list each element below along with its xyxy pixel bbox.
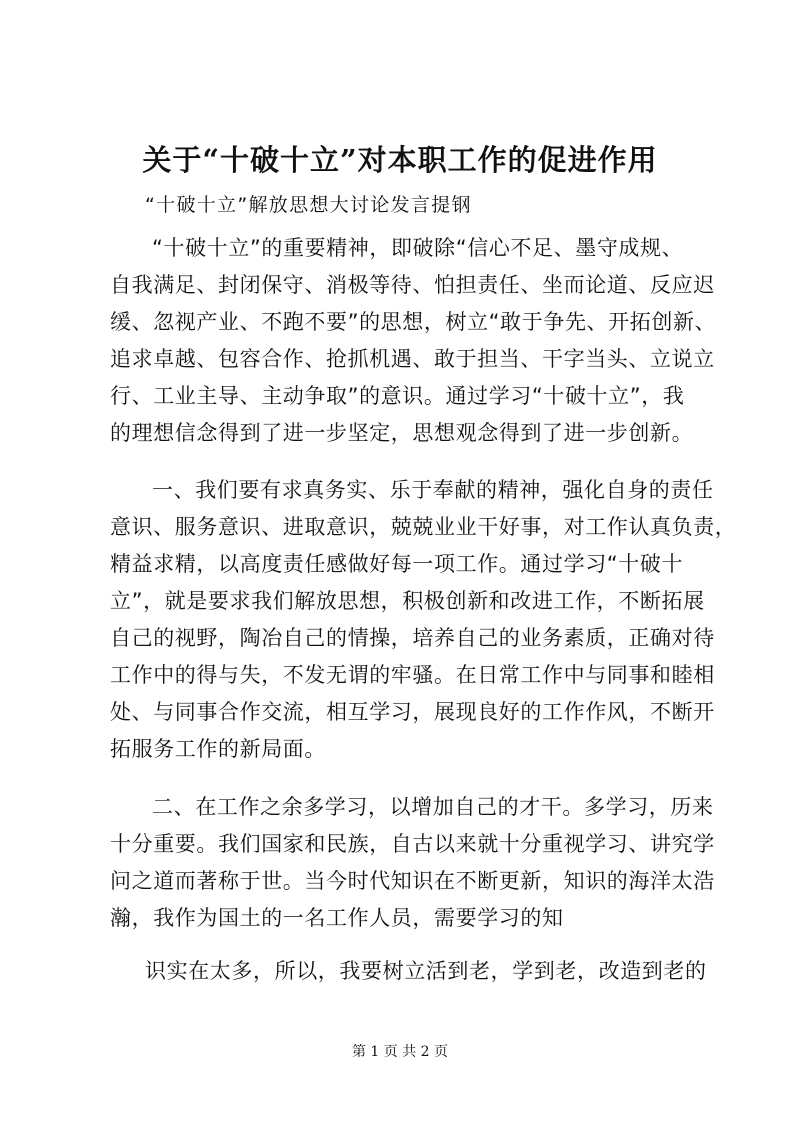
text-line: 工作中的得与失，不发无谓的牢骚。在日常工作中与同事和睦相 bbox=[110, 663, 715, 687]
text-line: 缓、忽视产业、不跑不要”的思想，树立“敢于争先、开拓创新、 bbox=[110, 310, 717, 334]
text-line: 处、与同事合作交流，相互学习，展现良好的工作作风，不断开 bbox=[110, 700, 715, 724]
document-title: 关于“十破十立”对本职工作的促进作用 bbox=[142, 143, 658, 177]
text-line: 精益求精，以高度责任感做好每一项工作。通过学习“十破十 bbox=[110, 552, 684, 576]
text-line: 拓服务工作的新局面。 bbox=[110, 737, 326, 761]
page-number-footer: 第 1 页 共 2 页 bbox=[351, 1044, 449, 1060]
text-line: 二、在工作之余多学习，以增加自己的才干。多学习，历来 bbox=[152, 795, 714, 819]
text-line: 自我满足、封闭保守、消极等待、怕担责任、坐而论道、反应迟 bbox=[110, 273, 715, 297]
text-line: 识实在太多，所以，我要树立活到老，学到老，改造到老的 bbox=[145, 959, 707, 983]
text-line: 问之道而著称于世。当今时代知识在不断更新，知识的海洋太浩 bbox=[110, 869, 715, 893]
text-line: 的理想信念得到了进一步坚定，思想观念得到了进一步创新。 bbox=[110, 421, 694, 445]
text-line: 意识、服务意识、进取意识，兢兢业业干好事，对工作认真负责， bbox=[110, 515, 737, 539]
text-line: 行、工业主导、主动争取”的意识。通过学习“十破十立”，我 bbox=[110, 384, 685, 408]
text-line: 一、我们要有求真务实、乐于奉献的精神，强化自身的责任 bbox=[152, 478, 714, 502]
text-line: 立”，就是要求我们解放思想，积极创新和改进工作，不断拓展 bbox=[110, 589, 705, 613]
text-line: 瀚，我作为国土的一名工作人员，需要学习的知 bbox=[110, 906, 564, 930]
text-line: 十分重要。我们国家和民族，自古以来就十分重视学习、讲究学 bbox=[110, 832, 715, 856]
document-subtitle: “十破十立”解放思想大讨论发言提钢 bbox=[145, 194, 472, 216]
text-line: 追求卓越、包容合作、抢抓机遇、敢于担当、干字当头、立说立 bbox=[110, 347, 715, 371]
text-line: “十破十立”的重要精神，即破除“信心不足、墨守成规、 bbox=[152, 236, 684, 260]
text-line: 自己的视野，陶冶自己的情操，培养自己的业务素质，正确对待 bbox=[110, 626, 715, 650]
